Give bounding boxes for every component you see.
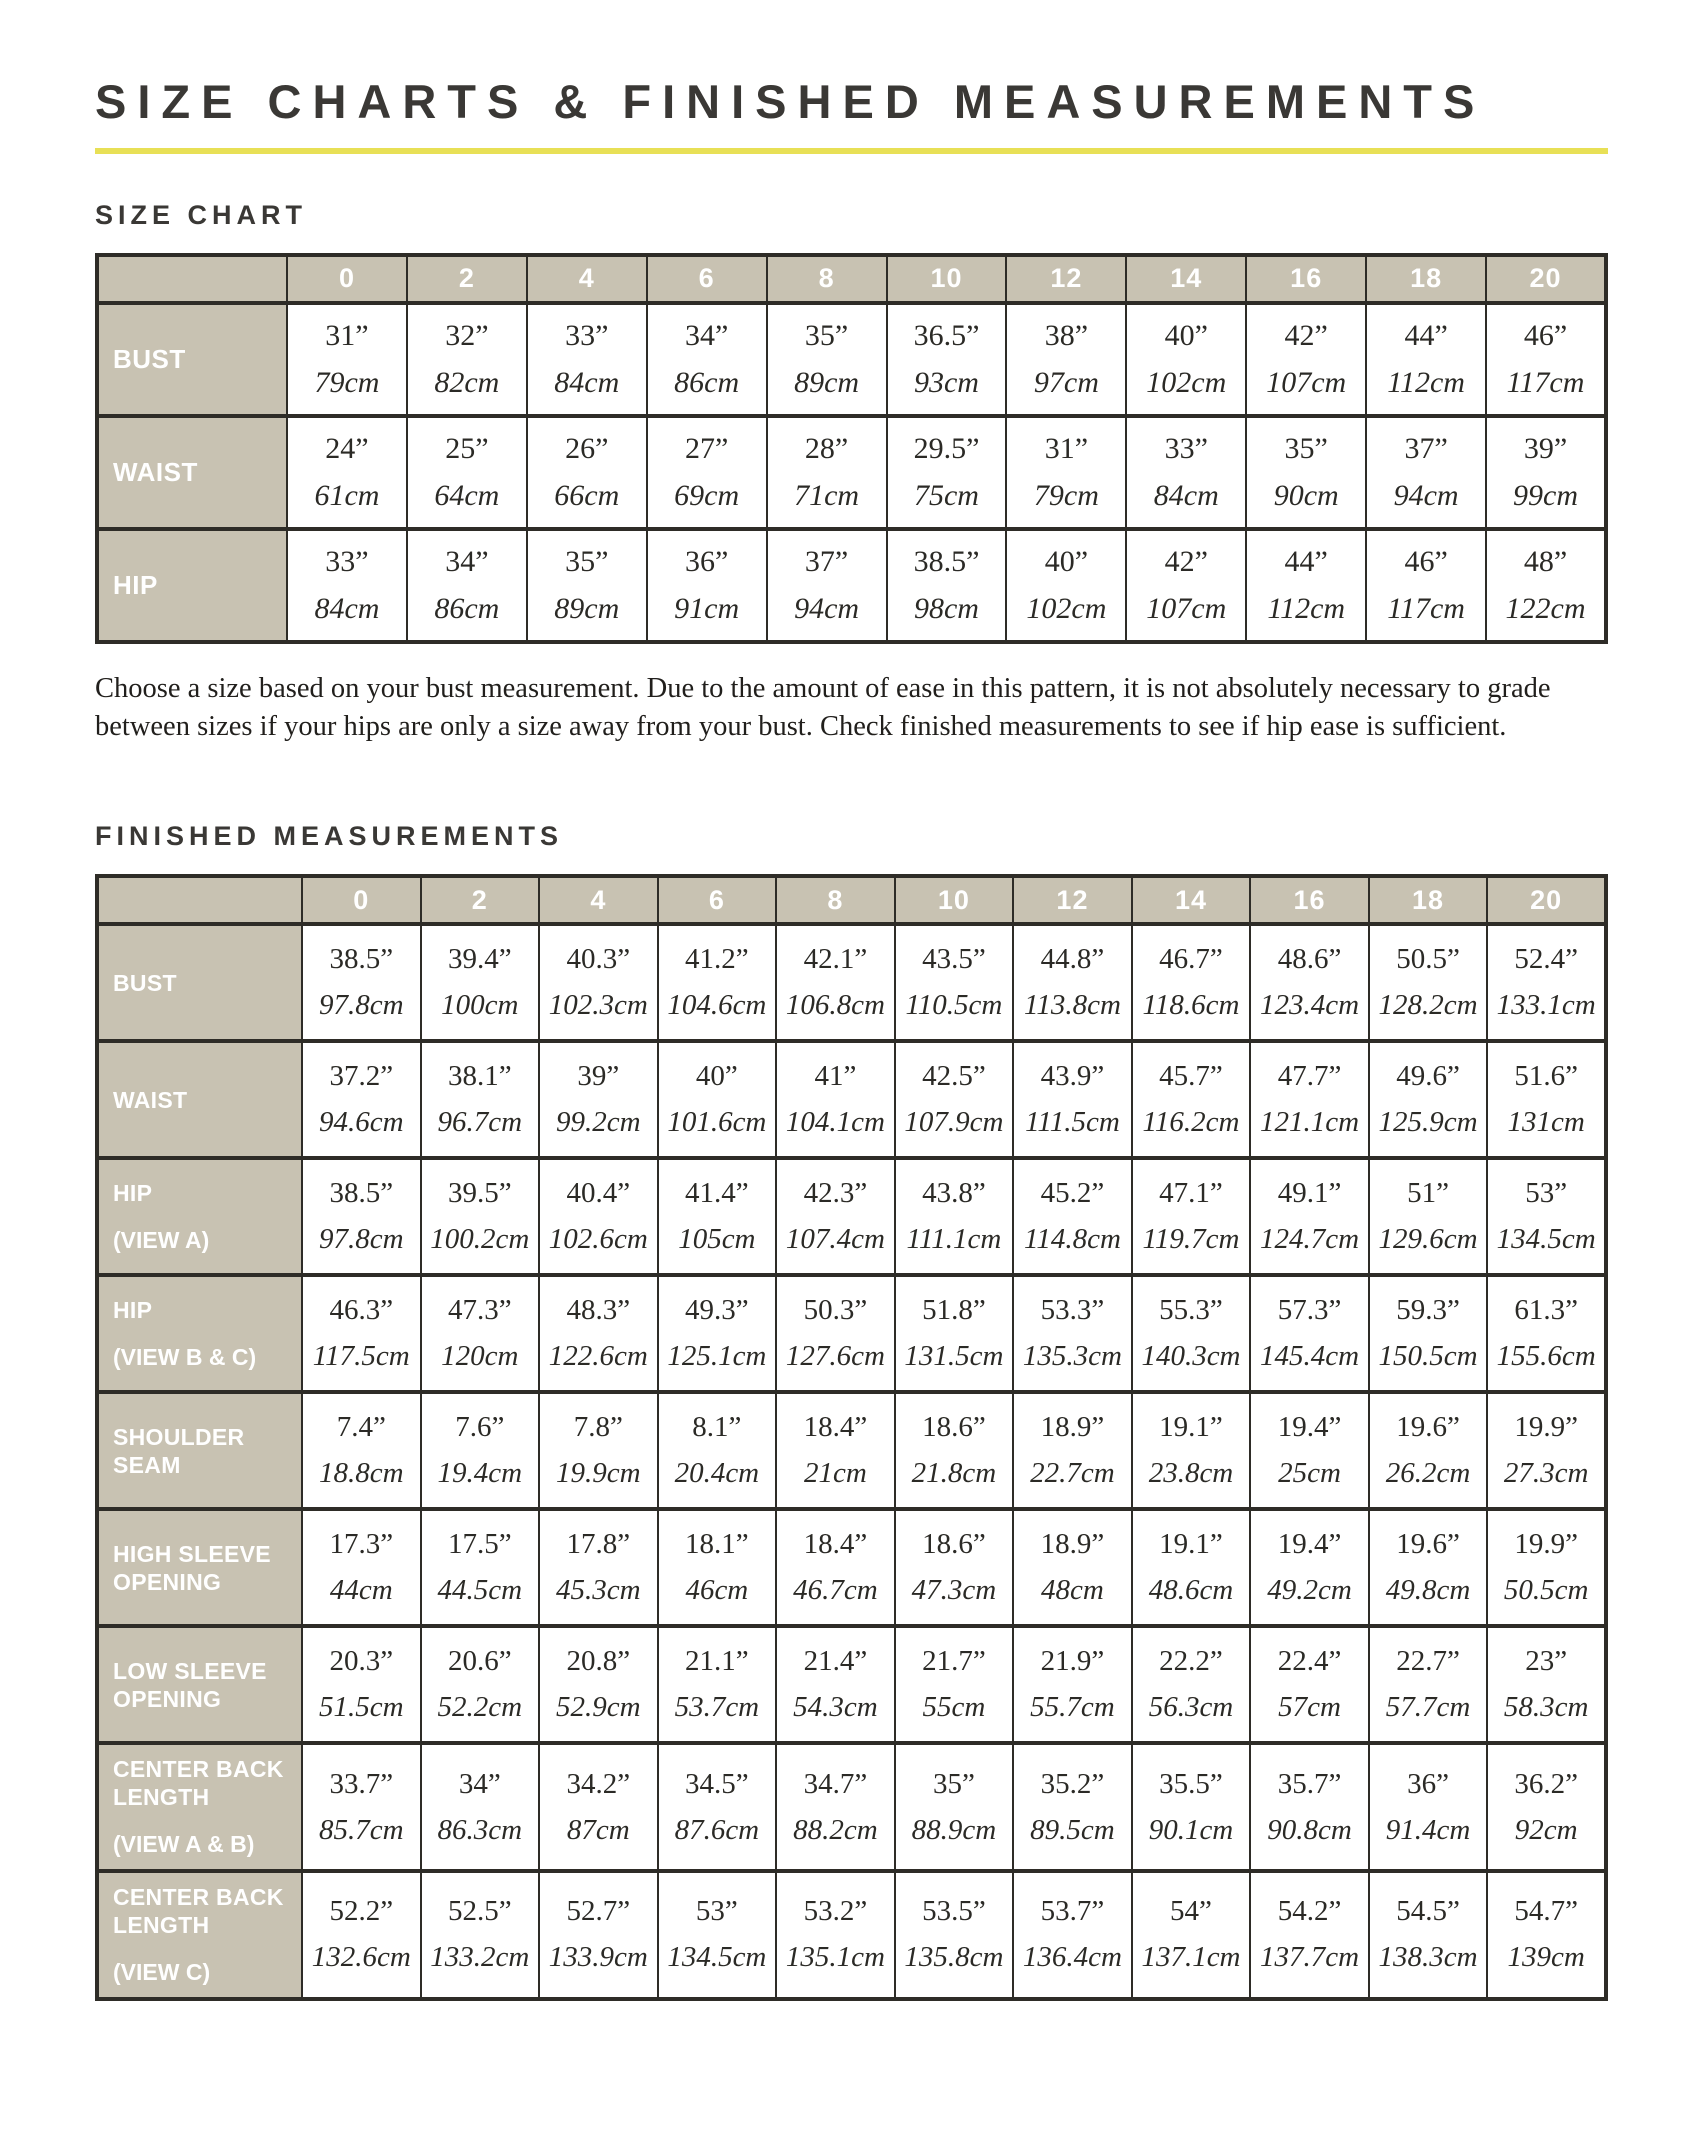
measurement-cell: 35” 88.9cm: [895, 1743, 1014, 1871]
measurement-cell: 42.3” 107.4cm: [776, 1158, 895, 1275]
size-column-header: 12: [1006, 255, 1126, 303]
measurement-cell: 35.7” 90.8cm: [1250, 1743, 1369, 1871]
measurement-cell: 48.6” 123.4cm: [1250, 924, 1369, 1041]
measurement-cell: 7.6” 19.4cm: [421, 1392, 540, 1509]
size-column-header: 18: [1369, 876, 1488, 924]
size-column-header: 18: [1366, 255, 1486, 303]
measurement-cell: 36” 91cm: [647, 529, 767, 642]
row-label: HIP: [97, 529, 287, 642]
measurement-cell: 53.7” 136.4cm: [1013, 1871, 1132, 1999]
measurement-cell: 43.5” 110.5cm: [895, 924, 1014, 1041]
finished-measurements-heading: FINISHED MEASUREMENTS: [95, 821, 564, 852]
row-label: BUST: [97, 303, 287, 416]
measurement-cell: 53.2” 135.1cm: [776, 1871, 895, 1999]
measurement-cell: 36.2” 92cm: [1487, 1743, 1606, 1871]
measurement-cell: 38.5” 97.8cm: [302, 1158, 421, 1275]
measurement-cell: 21.1” 53.7cm: [658, 1626, 777, 1743]
measurement-cell: 45.7” 116.2cm: [1132, 1041, 1251, 1158]
measurement-cell: 52.5” 133.2cm: [421, 1871, 540, 1999]
measurement-cell: 48.3” 122.6cm: [539, 1275, 658, 1392]
measurement-cell: 50.5” 128.2cm: [1369, 924, 1488, 1041]
row-label: HIP (VIEW A): [97, 1158, 302, 1275]
measurement-cell: 22.7” 57.7cm: [1369, 1626, 1488, 1743]
measurement-cell: 36.5” 93cm: [887, 303, 1007, 416]
size-column-header: 16: [1246, 255, 1366, 303]
measurement-cell: 41.4” 105cm: [658, 1158, 777, 1275]
measurement-cell: 50.3” 127.6cm: [776, 1275, 895, 1392]
measurement-cell: 52.2” 132.6cm: [302, 1871, 421, 1999]
size-column-header: 20: [1486, 255, 1606, 303]
measurement-cell: 23” 58.3cm: [1487, 1626, 1606, 1743]
finished-measurements-table-container: [95, 874, 1608, 2000]
size-column-header: 14: [1132, 876, 1251, 924]
size-column-header: 10: [887, 255, 1007, 303]
measurement-cell: 18.1” 46cm: [658, 1509, 777, 1626]
size-chart-table-container: [95, 253, 1608, 644]
measurement-cell: 39” 99cm: [1486, 416, 1606, 529]
measurement-cell: 46” 117cm: [1486, 303, 1606, 416]
size-chart-note: Choose a size based on your bust measurement. Due to the amount of ease in this pattern, it is not absolutely necessary to grade between sizes if your hips are only a size away from your bust. Check finished measurements to see if hip ease is sufficient.: [95, 672, 1551, 743]
size-column-header: 0: [287, 255, 407, 303]
measurement-cell: 43.8” 111.1cm: [895, 1158, 1014, 1275]
measurement-cell: 19.1” 23.8cm: [1132, 1392, 1251, 1509]
size-column-header: 2: [421, 876, 540, 924]
row-label: SHOULDER SEAM: [97, 1392, 302, 1509]
size-header-row: [97, 876, 1606, 924]
measurement-cell: 24” 61cm: [287, 416, 407, 529]
title-underline-rule: [95, 148, 1608, 154]
measurement-cell: 44.8” 113.8cm: [1013, 924, 1132, 1041]
table-row: [97, 303, 1606, 416]
measurement-cell: 40” 102cm: [1126, 303, 1246, 416]
size-column-header: 16: [1250, 876, 1369, 924]
row-label: WAIST: [97, 416, 287, 529]
measurement-cell: 47.1” 119.7cm: [1132, 1158, 1251, 1275]
measurement-cell: 33.7” 85.7cm: [302, 1743, 421, 1871]
measurement-cell: 35” 89cm: [527, 529, 647, 642]
measurement-cell: 34.5” 87.6cm: [658, 1743, 777, 1871]
measurement-cell: 22.4” 57cm: [1250, 1626, 1369, 1743]
measurement-cell: 20.6” 52.2cm: [421, 1626, 540, 1743]
measurement-cell: 54.7” 139cm: [1487, 1871, 1606, 1999]
measurement-cell: 28” 71cm: [767, 416, 887, 529]
measurement-cell: 48” 122cm: [1486, 529, 1606, 642]
measurement-cell: 17.5” 44.5cm: [421, 1509, 540, 1626]
measurement-cell: 55.3” 140.3cm: [1132, 1275, 1251, 1392]
measurement-cell: 8.1” 20.4cm: [658, 1392, 777, 1509]
measurement-cell: 19.4” 49.2cm: [1250, 1509, 1369, 1626]
table-row: [97, 1871, 1606, 1999]
measurement-cell: 49.6” 125.9cm: [1369, 1041, 1488, 1158]
measurement-cell: 21.4” 54.3cm: [776, 1626, 895, 1743]
measurement-cell: 40.4” 102.6cm: [539, 1158, 658, 1275]
measurement-cell: 36” 91.4cm: [1369, 1743, 1488, 1871]
finished-measurements-table: [95, 874, 1608, 2000]
measurement-cell: 18.6” 47.3cm: [895, 1509, 1014, 1626]
measurement-cell: 34.7” 88.2cm: [776, 1743, 895, 1871]
table-row: [97, 1392, 1606, 1509]
measurement-cell: 53” 134.5cm: [1487, 1158, 1606, 1275]
measurement-cell: 38.1” 96.7cm: [421, 1041, 540, 1158]
row-label: CENTER BACK LENGTH (VIEW A & B): [97, 1743, 302, 1871]
measurement-cell: 17.3” 44cm: [302, 1509, 421, 1626]
measurement-cell: 35.5” 90.1cm: [1132, 1743, 1251, 1871]
row-label: LOW SLEEVE OPENING: [97, 1626, 302, 1743]
measurement-cell: 54.2” 137.7cm: [1250, 1871, 1369, 1999]
page-title: SIZE CHARTS & FINISHED MEASUREMENTS: [95, 75, 1486, 128]
measurement-cell: 38” 97cm: [1006, 303, 1126, 416]
measurement-cell: 34.2” 87cm: [539, 1743, 658, 1871]
measurement-cell: 44” 112cm: [1366, 303, 1486, 416]
measurement-cell: 42” 107cm: [1246, 303, 1366, 416]
size-column-header: 20: [1487, 876, 1606, 924]
size-column-header: 8: [776, 876, 895, 924]
measurement-cell: 26” 66cm: [527, 416, 647, 529]
measurement-cell: 31” 79cm: [287, 303, 407, 416]
row-label: BUST: [97, 924, 302, 1041]
measurement-cell: 20.3” 51.5cm: [302, 1626, 421, 1743]
measurement-cell: 37” 94cm: [1366, 416, 1486, 529]
measurement-cell: 61.3” 155.6cm: [1487, 1275, 1606, 1392]
size-header-row: [97, 255, 1606, 303]
table-row: [97, 1509, 1606, 1626]
measurement-cell: 47.3” 120cm: [421, 1275, 540, 1392]
measurement-cell: 29.5” 75cm: [887, 416, 1007, 529]
size-column-header: 10: [895, 876, 1014, 924]
measurement-cell: 19.9” 50.5cm: [1487, 1509, 1606, 1626]
measurement-cell: 37.2” 94.6cm: [302, 1041, 421, 1158]
measurement-cell: 34” 86.3cm: [421, 1743, 540, 1871]
measurement-cell: 19.9” 27.3cm: [1487, 1392, 1606, 1509]
measurement-cell: 18.9” 48cm: [1013, 1509, 1132, 1626]
measurement-cell: 33” 84cm: [527, 303, 647, 416]
measurement-cell: 18.4” 21cm: [776, 1392, 895, 1509]
size-column-header: 14: [1126, 255, 1246, 303]
size-column-header: 2: [407, 255, 527, 303]
measurement-cell: 19.6” 49.8cm: [1369, 1509, 1488, 1626]
measurement-cell: 7.8” 19.9cm: [539, 1392, 658, 1509]
measurement-cell: 53.3” 135.3cm: [1013, 1275, 1132, 1392]
measurement-cell: 43.9” 111.5cm: [1013, 1041, 1132, 1158]
measurement-cell: 40.3” 102.3cm: [539, 924, 658, 1041]
measurement-cell: 49.1” 124.7cm: [1250, 1158, 1369, 1275]
row-label: HIP (VIEW B & C): [97, 1275, 302, 1392]
measurement-cell: 18.9” 22.7cm: [1013, 1392, 1132, 1509]
table-row: [97, 924, 1606, 1041]
measurement-cell: 39.4” 100cm: [421, 924, 540, 1041]
measurement-cell: 27” 69cm: [647, 416, 767, 529]
measurement-cell: 21.9” 55.7cm: [1013, 1626, 1132, 1743]
measurement-cell: 31” 79cm: [1006, 416, 1126, 529]
measurement-cell: 57.3” 145.4cm: [1250, 1275, 1369, 1392]
size-column-header: 4: [527, 255, 647, 303]
size-column-header: 6: [647, 255, 767, 303]
measurement-cell: 42” 107cm: [1126, 529, 1246, 642]
table-row: [97, 1158, 1606, 1275]
measurement-cell: 46” 117cm: [1366, 529, 1486, 642]
measurement-cell: 41.2” 104.6cm: [658, 924, 777, 1041]
measurement-cell: 25” 64cm: [407, 416, 527, 529]
measurement-cell: 49.3” 125.1cm: [658, 1275, 777, 1392]
measurement-cell: 51.8” 131.5cm: [895, 1275, 1014, 1392]
measurement-cell: 40” 102cm: [1006, 529, 1126, 642]
measurement-cell: 17.8” 45.3cm: [539, 1509, 658, 1626]
measurement-cell: 42.1” 106.8cm: [776, 924, 895, 1041]
measurement-cell: 44” 112cm: [1246, 529, 1366, 642]
size-chart-heading: SIZE CHART: [95, 199, 307, 230]
row-label: CENTER BACK LENGTH (VIEW C): [97, 1871, 302, 1999]
size-column-header: 8: [767, 255, 887, 303]
size-column-header: 12: [1013, 876, 1132, 924]
table-row: [97, 1275, 1606, 1392]
measurement-cell: 46.7” 118.6cm: [1132, 924, 1251, 1041]
table-corner-cell: [97, 255, 287, 303]
measurement-cell: 54.5” 138.3cm: [1369, 1871, 1488, 1999]
measurement-cell: 21.7” 55cm: [895, 1626, 1014, 1743]
row-label: WAIST: [97, 1041, 302, 1158]
table-row: [97, 1041, 1606, 1158]
measurement-cell: 37” 94cm: [767, 529, 887, 642]
measurement-cell: 41” 104.1cm: [776, 1041, 895, 1158]
measurement-cell: 38.5” 98cm: [887, 529, 1007, 642]
measurement-cell: 18.6” 21.8cm: [895, 1392, 1014, 1509]
size-column-header: 6: [658, 876, 777, 924]
measurement-cell: 18.4” 46.7cm: [776, 1509, 895, 1626]
table-row: [97, 529, 1606, 642]
measurement-cell: 53.5” 135.8cm: [895, 1871, 1014, 1999]
measurement-cell: 46.3” 117.5cm: [302, 1275, 421, 1392]
measurement-cell: 51.6” 131cm: [1487, 1041, 1606, 1158]
measurement-cell: 34” 86cm: [647, 303, 767, 416]
table-row: [97, 416, 1606, 529]
measurement-cell: 35.2” 89.5cm: [1013, 1743, 1132, 1871]
measurement-cell: 22.2” 56.3cm: [1132, 1626, 1251, 1743]
measurement-cell: 39.5” 100.2cm: [421, 1158, 540, 1275]
measurement-cell: 19.1” 48.6cm: [1132, 1509, 1251, 1626]
measurement-cell: 51” 129.6cm: [1369, 1158, 1488, 1275]
size-column-header: 0: [302, 876, 421, 924]
measurement-cell: 52.7” 133.9cm: [539, 1871, 658, 1999]
measurement-cell: 33” 84cm: [287, 529, 407, 642]
measurement-cell: 52.4” 133.1cm: [1487, 924, 1606, 1041]
measurement-cell: 34” 86cm: [407, 529, 527, 642]
measurement-cell: 35” 90cm: [1246, 416, 1366, 529]
measurement-cell: 35” 89cm: [767, 303, 887, 416]
size-column-header: 4: [539, 876, 658, 924]
measurement-cell: 19.4” 25cm: [1250, 1392, 1369, 1509]
measurement-cell: 38.5” 97.8cm: [302, 924, 421, 1041]
table-row: [97, 1743, 1606, 1871]
measurement-cell: 53” 134.5cm: [658, 1871, 777, 1999]
measurement-cell: 59.3” 150.5cm: [1369, 1275, 1488, 1392]
measurement-cell: 42.5” 107.9cm: [895, 1041, 1014, 1158]
measurement-cell: 7.4” 18.8cm: [302, 1392, 421, 1509]
table-corner-cell: [97, 876, 302, 924]
measurement-cell: 20.8” 52.9cm: [539, 1626, 658, 1743]
row-label: HIGH SLEEVE OPENING: [97, 1509, 302, 1626]
measurement-cell: 40” 101.6cm: [658, 1041, 777, 1158]
measurement-cell: 45.2” 114.8cm: [1013, 1158, 1132, 1275]
measurement-cell: 39” 99.2cm: [539, 1041, 658, 1158]
size-chart-table: [95, 253, 1608, 644]
table-row: [97, 1626, 1606, 1743]
measurement-cell: 47.7” 121.1cm: [1250, 1041, 1369, 1158]
measurement-cell: 54” 137.1cm: [1132, 1871, 1251, 1999]
measurement-cell: 32” 82cm: [407, 303, 527, 416]
measurement-cell: 33” 84cm: [1126, 416, 1246, 529]
measurement-cell: 19.6” 26.2cm: [1369, 1392, 1488, 1509]
